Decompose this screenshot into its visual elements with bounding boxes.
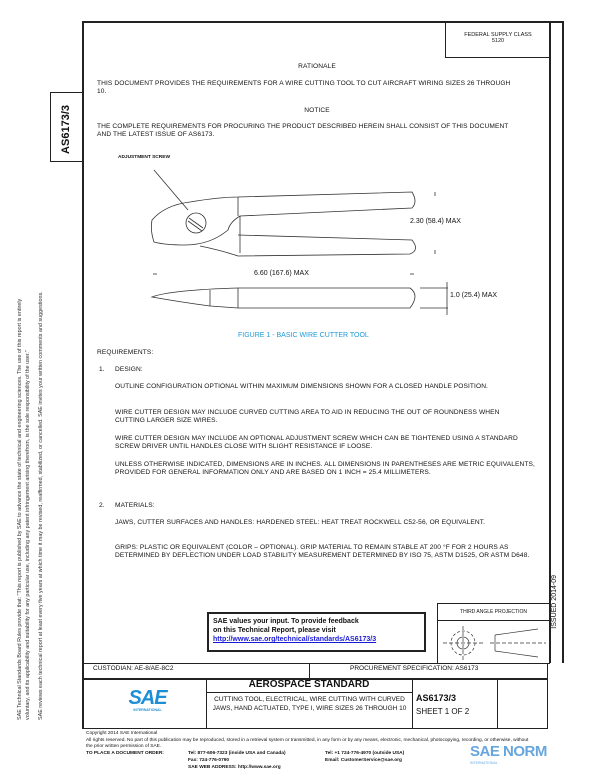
dim-thickness: 1.0 (25.4) MAX [450, 292, 498, 299]
rationale-heading: RATIONALE [298, 63, 336, 70]
section-2-number: 2. [99, 502, 105, 509]
fsc-value: 5120 [491, 38, 505, 44]
titleblock-doc-number: AS6173/3 [416, 693, 457, 703]
design-paragraph-3: WIRE CUTTER DESIGN MAY INCLUDE AN OPTIONAL ADJUSTMENT SCREW WHICH CAN BE TIGHTENED USING A STANDARD SCREW DRIVER UNTIL HANDLES CLOSE WITH SLIGHT RESISTANCE IF LOOSE. [115, 435, 518, 451]
sae-logo: SAE INTERNATIONAL [128, 687, 167, 712]
materials-paragraph-1: JAWS, CUTTER SURFACES AND HANDLES: HARDENED STEEL: HEAT TREAT ROCKWELL C52-56, OR EQUIVALENT. [115, 519, 486, 526]
design-paragraph-1: OUTLINE CONFIGURATION OPTIONAL WITHIN MAXIMUM DIMENSIONS SHOWN FOR A CLOSED HANDLE POSITION. [115, 383, 488, 390]
copyright: Copyright 2014 SAE International [86, 731, 158, 736]
section-1-number: 1. [99, 366, 105, 373]
feedback-box [207, 612, 426, 652]
web-address: SAE WEB ADDRESS: http://www.sae.org [188, 765, 281, 770]
feedback-link[interactable]: http://www.sae.org/technical/standards/AS6173/3 [213, 636, 377, 643]
design-paragraph-2: WIRE CUTTER DESIGN MAY INCLUDE CURVED CUTTING AREA TO AID IN REDUCING THE OUT OF ROUNDNESS WHEN CUTTING LARGER SIZE WIRES. [115, 409, 500, 425]
document-title: CUTTING TOOL, ELECTRICAL, WIRE CUTTING WITH CURVED JAWS, HAND ACTUATED, TYPE I, WIRE SIZES 26 THROUGH 10 [212, 696, 407, 712]
sae-norm-watermark: SAE NORM INTERNATIONAL [470, 743, 547, 765]
dim-height: 2.30 (58.4) MAX [410, 218, 461, 225]
email: Email: CustomerService@sae.org [325, 758, 402, 763]
design-paragraph-4: UNLESS OTHERWISE INDICATED, DIMENSIONS ARE IN INCHES. ALL DIMENSIONS IN PARENTHESES ARE METRIC EQUIVALENTS, PROVIDED FOR GENERAL INFORMATION ONLY AND ARE BASED ON 1 INCH = 25.4 MILLIMETERS. [115, 461, 535, 477]
wire-cutter-drawing [90, 150, 540, 330]
order-label: TO PLACE A DOCUMENT ORDER: [86, 751, 164, 756]
rights-notice: All rights reserved. No part of this publication may be reproduced, stored in a retrieval system or transmitted, in any form or by any means, electronic, mechanical, photocopying, recording, or otherwise, without the prior written permission of SAE. [86, 738, 529, 749]
notice-heading: NOTICE [304, 107, 330, 114]
fax: Fax: 724-776-0790 [188, 758, 230, 763]
side-view [152, 288, 415, 308]
lower-handle [200, 235, 416, 256]
frame-left [82, 21, 84, 729]
callout-adjustment-screw: ADJUSTMENT SCREW [118, 155, 170, 160]
section-2-title: MATERIALS: [115, 502, 155, 509]
frame-right-outer [562, 21, 564, 663]
tel-intl: Tel: +1 724-776-4970 (outside USA) [325, 751, 405, 756]
feedback-line-2: on this Technical Report, please visit [213, 627, 336, 634]
frame-right-inner [549, 21, 551, 663]
fsc-label: FEDERAL SUPPLY CLASS [464, 32, 532, 38]
aerospace-standard-heading: AEROSPACE STANDARD [248, 679, 370, 690]
callout-leader [154, 170, 188, 210]
upper-jaw-handle [151, 192, 415, 245]
projection-symbol-icon [438, 621, 549, 664]
sidebar-doc-number-box [50, 92, 83, 162]
federal-supply-class-box [445, 21, 550, 58]
figure-caption: FIGURE 1 - BASIC WIRE CUTTER TOOL [238, 332, 369, 339]
notice-text: THE COMPLETE REQUIREMENTS FOR PROCURING THE PRODUCT DESCRIBED HEREIN SHALL CONSIST OF THIS DOCUMENT AND THE LATEST ISSUE OF AS6173. [97, 123, 509, 139]
tel-us: Tel: 877-606-7323 (inside USA and Canada) [188, 751, 286, 756]
third-angle-projection-box [437, 603, 550, 664]
procurement-spec: PROCUREMENT SPECIFICATION: AS6173 [350, 665, 479, 672]
projection-label: THIRD ANGLE PROJECTION [438, 604, 549, 621]
requirements-heading: REQUIREMENTS: [97, 349, 154, 356]
sidebar-notice-line-2: voluntary, and its applicability and suitability for any particular use, including any patent infringement arising therefrom, is the sole responsibility of the user." [25, 350, 31, 720]
issued-date: ISSUED 2014-09 [551, 575, 558, 629]
materials-paragraph-2: GRIPS: PLASTIC OR EQUIVALENT (COLOR – OPTIONAL). GRIP MATERIAL TO REMAIN STABLE AT 200 °F FOR 2 HOURS AS DETERMINED BY DEFLECTION UNDER LOAD STABILITY MEASUREMENT DETERMINED BY ISO 75, ASTM D1525, OR ASTM D648. [115, 544, 530, 560]
custodian: CUSTODIAN: AE-8/AE-8C2 [93, 665, 174, 672]
rationale-text: THIS DOCUMENT PROVIDES THE REQUIREMENTS FOR A WIRE CUTTING TOOL TO CUT AIRCRAFT WIRING SIZES 26 THROUGH 10. [97, 80, 511, 96]
section-1-title: DESIGN: [115, 366, 143, 373]
dim-length: 6.60 (167.6) MAX [254, 270, 309, 277]
sidebar-notice-line-3: SAE reviews each technical report at least every five years at which time it may be revised, reaffirmed, stabilized, or cancelled. SAE invites your written comments and suggestions. [38, 291, 44, 720]
sheet-number: SHEET 1 OF 2 [416, 707, 470, 716]
feedback-line-1: SAE values your input. To provide feedback [213, 618, 359, 625]
sidebar-doc-number: AS6173/3 [60, 105, 72, 154]
sidebar-notice-line-1: SAE Technical Standards Board Rules provide that: "This report is published by SAE to advance the state of technical and engineering sciences. The use of this report is entirely [17, 298, 23, 720]
